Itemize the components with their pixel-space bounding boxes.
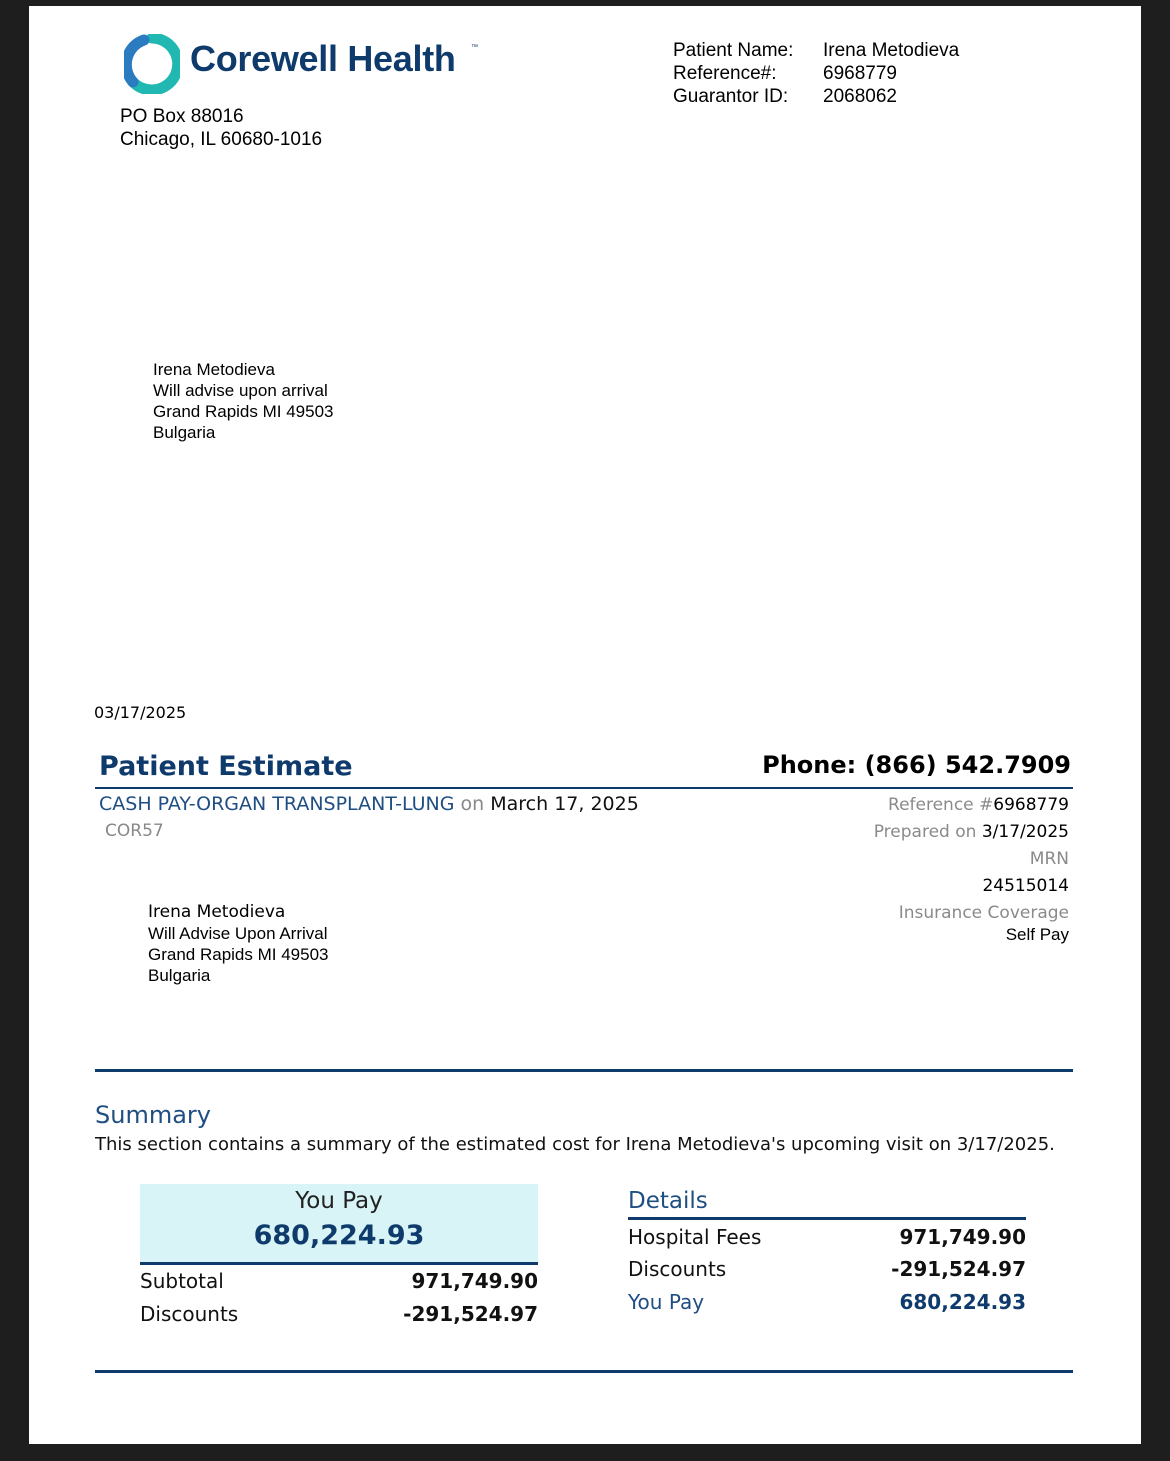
- trademark-mark: ™: [471, 44, 478, 51]
- service-date: March 17, 2025: [490, 793, 639, 815]
- subtotal-amount: 971,749.90: [411, 1269, 538, 1293]
- return-address-line-1: PO Box 88016: [120, 106, 244, 127]
- estimate-patient-name: Irena Metodieva: [148, 902, 286, 922]
- section-divider-bottom: [95, 1370, 1073, 1373]
- reference-row: [673, 62, 959, 85]
- details-row-label: You Pay: [628, 1290, 705, 1314]
- reference-line: [874, 792, 1069, 819]
- section-divider-top: [95, 1069, 1073, 1072]
- estimate-meta: [874, 792, 1069, 943]
- patient-name-label: Patient Name:: [673, 40, 794, 61]
- summary-discounts-amount: -291,524.97: [403, 1302, 538, 1326]
- estimate-reference-label: Reference #: [888, 795, 994, 815]
- subtotal-label: Subtotal: [140, 1269, 224, 1293]
- insurance-value: Self Pay: [1005, 925, 1069, 944]
- details-row-amount: 971,749.90: [899, 1225, 1026, 1249]
- details-row-amount: -291,524.97: [891, 1257, 1026, 1281]
- prepared-date: 3/17/2025: [981, 822, 1069, 842]
- return-address-line-2: Chicago, IL 60680-1016: [120, 129, 323, 150]
- mailing-line-3: Bulgaria: [153, 423, 216, 442]
- document-page: [29, 6, 1141, 1444]
- title-divider: [95, 787, 1073, 789]
- estimate-patient-line-2: Grand Rapids MI 49503: [148, 945, 329, 964]
- prepared-line: [874, 819, 1069, 846]
- guarantor-label: Guarantor ID:: [673, 86, 789, 107]
- guarantor-row: [673, 85, 959, 108]
- prepared-label: Prepared on: [873, 822, 977, 842]
- estimate-patient-line-3: Bulgaria: [148, 966, 211, 985]
- mrn-value: 24515014: [982, 876, 1069, 896]
- patient-name-value: Irena Metodieva: [823, 40, 960, 61]
- summary-discounts-row: [140, 1302, 538, 1330]
- details-heading: Details: [628, 1188, 708, 1214]
- details-row-amount: 680,224.93: [899, 1290, 1026, 1314]
- estimate-reference-value: 6968779: [993, 795, 1069, 815]
- mailing-address: [153, 359, 334, 443]
- brand-name: Corewell Health: [190, 38, 456, 79]
- subtotal-row: [140, 1269, 538, 1297]
- mailing-line-1: Will advise upon arrival: [153, 381, 328, 400]
- mrn-label: MRN: [1029, 849, 1069, 869]
- details-divider: [628, 1217, 1026, 1220]
- you-pay-box: [140, 1184, 538, 1262]
- service-on: on: [460, 793, 485, 815]
- estimate-patient-address: [148, 902, 329, 986]
- details-row: [628, 1257, 1026, 1285]
- details-row-label: Hospital Fees: [628, 1225, 762, 1249]
- mailing-line-2: Grand Rapids MI 49503: [153, 402, 334, 421]
- phone-number: Phone: (866) 542.7909: [762, 751, 1071, 779]
- reference-value: 6968779: [823, 63, 897, 84]
- you-pay-label: You Pay: [295, 1188, 383, 1214]
- mailing-name: Irena Metodieva: [153, 360, 275, 379]
- patient-name-row: [673, 39, 959, 62]
- details-row: [628, 1225, 1026, 1253]
- details-row: [628, 1290, 1026, 1318]
- return-address: [120, 105, 322, 151]
- corewell-logo-icon: [124, 34, 180, 94]
- page-title: Patient Estimate: [99, 751, 353, 782]
- service-line: [99, 793, 639, 815]
- letter-date: 03/17/2025: [94, 703, 187, 722]
- insurance-label: Insurance Coverage: [898, 903, 1069, 923]
- header-patient-info: [673, 39, 959, 108]
- summary-description: This section contains a summary of the estimated cost for Irena Metodieva's upcoming visit on 3/17/2025.: [95, 1134, 1055, 1155]
- reference-label: Reference#:: [673, 63, 777, 84]
- guarantor-value: 2068062: [823, 86, 897, 107]
- service-name: CASH PAY-ORGAN TRANSPLANT-LUNG: [99, 793, 455, 815]
- estimate-patient-line-1: Will Advise Upon Arrival: [148, 924, 328, 943]
- you-pay-amount: 680,224.93: [253, 1220, 425, 1251]
- summary-discounts-label: Discounts: [140, 1302, 239, 1326]
- you-pay-divider: [140, 1262, 538, 1265]
- service-code: COR57: [105, 821, 164, 841]
- details-row-label: Discounts: [628, 1257, 727, 1281]
- summary-heading: Summary: [95, 1101, 211, 1129]
